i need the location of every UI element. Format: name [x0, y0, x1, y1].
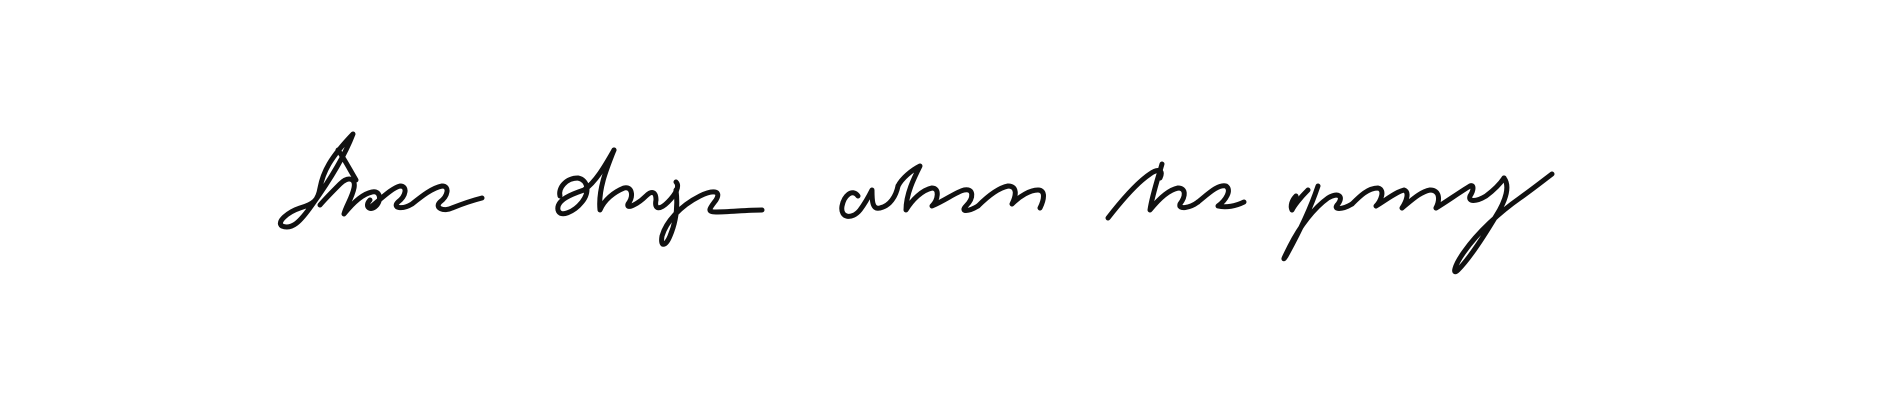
- handwritten-word-those: [280, 134, 482, 227]
- handwritten-word-when: [842, 166, 1044, 216]
- handwritten-word-days: [558, 150, 762, 244]
- handwritten-word-young: [1284, 174, 1552, 272]
- handwritten-word-he: [1108, 164, 1244, 218]
